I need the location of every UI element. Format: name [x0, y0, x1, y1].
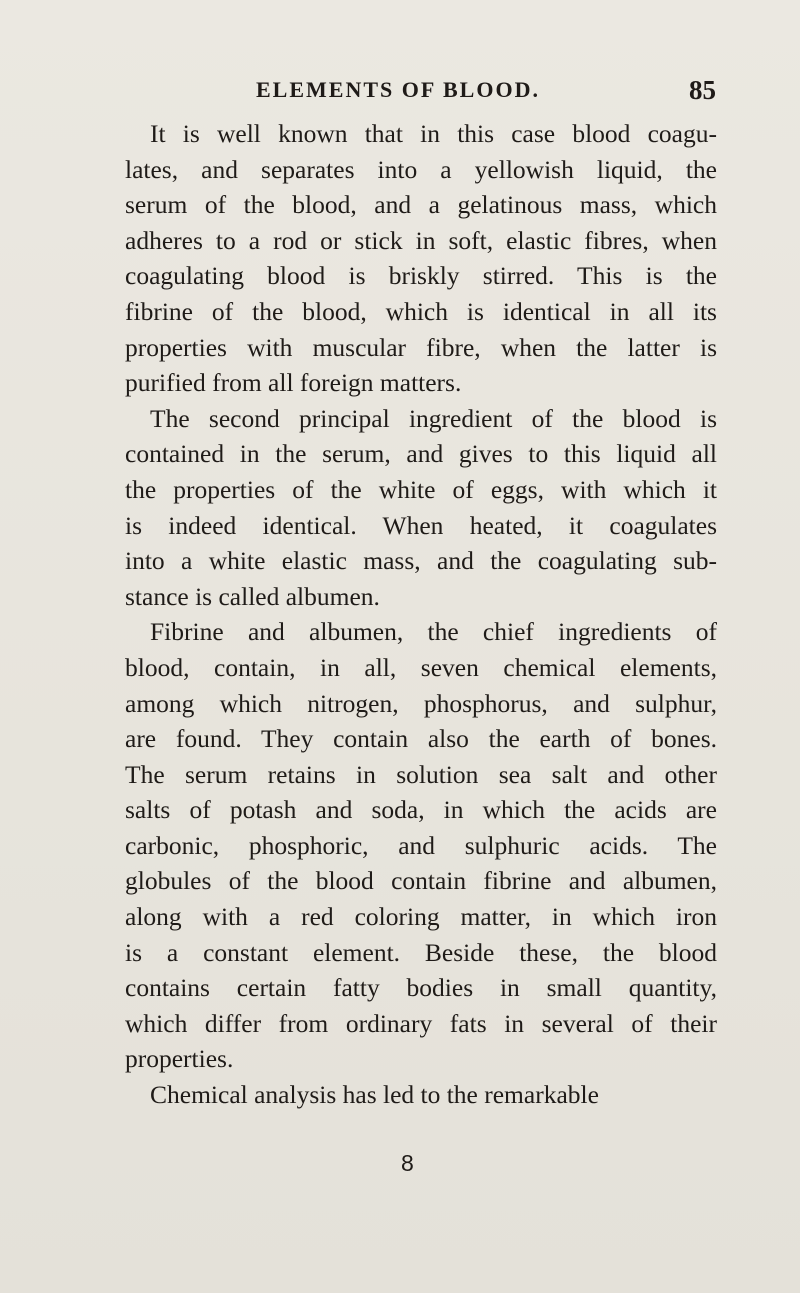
text-line: contained in the serum, and gives to this liquid all	[125, 439, 717, 469]
text-line: Fibrine and albumen, the chief ingredients of	[150, 617, 717, 647]
text-line: properties.	[125, 1044, 234, 1074]
text-line: the properties of the white of eggs, with which it	[125, 474, 717, 504]
signature-mark: 8	[401, 1150, 414, 1176]
text-line: stance is called albumen.	[125, 581, 380, 611]
text-line: salts of potash and soda, in which the acids are	[125, 795, 717, 825]
text-line: The second principal ingredient of the blood is	[150, 403, 717, 433]
text-line: are found. They contain also the earth of bones.	[125, 724, 717, 754]
text-line: globules of the blood contain fibrine and albumen,	[125, 866, 717, 896]
text-line: It is well known that in this case blood coagu-	[150, 119, 717, 148]
text-line: is indeed identical. When heated, it coagulates	[125, 510, 717, 540]
text-line: along with a red coloring matter, in which iron	[125, 902, 717, 932]
text-line: blood, contain, in all, seven chemical elements,	[125, 652, 717, 682]
text-line: fibrine of the blood, which is identical in all its	[125, 296, 717, 326]
text-line: among which nitrogen, phosphorus, and sulphur,	[125, 688, 717, 718]
text-line: purified from all foreign matters.	[125, 368, 462, 398]
text-line: adheres to a rod or stick in soft, elastic fibres, when	[125, 225, 717, 255]
text-line: contains certain fatty bodies in small quantity,	[125, 973, 717, 1003]
running-head	[256, 70, 716, 110]
text-line: which differ from ordinary fats in several of their	[125, 1008, 717, 1038]
text-line: carbonic, phosphoric, and sulphuric acids. The	[125, 830, 717, 860]
page-number: 85	[689, 75, 716, 105]
text-line: lates, and separates into a yellowish liquid, the	[125, 154, 717, 184]
running-title: ELEMENTS OF BLOOD.	[256, 77, 540, 102]
text-line: coagulating blood is briskly stirred. This is the	[125, 261, 717, 291]
text-line: properties with muscular fibre, when the latter is	[125, 332, 717, 362]
body-text	[125, 116, 717, 1113]
text-line: is a constant element. Beside these, the blood	[125, 937, 717, 967]
text-line: Chemical analysis has led to the remarkable	[150, 1080, 599, 1110]
text-line: The serum retains in solution sea salt and other	[125, 759, 717, 789]
text-line: serum of the blood, and a gelatinous mass, which	[125, 190, 717, 220]
text-line: into a white elastic mass, and the coagulating sub-	[125, 546, 717, 576]
